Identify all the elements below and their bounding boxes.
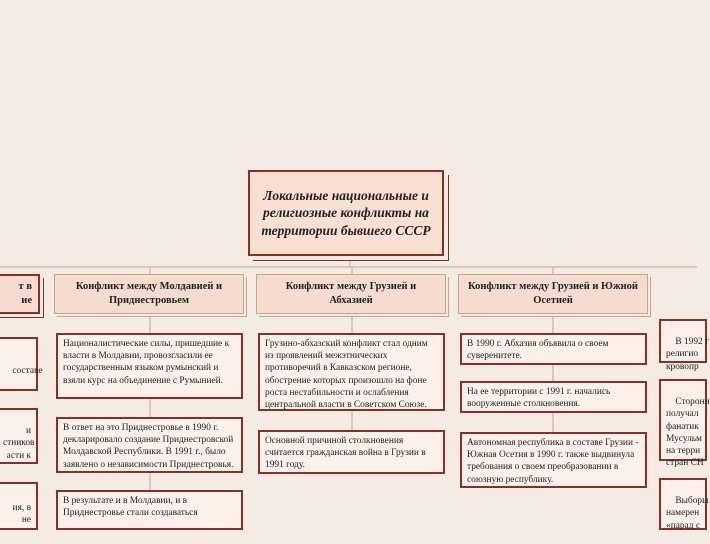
leaf-topic-text: и стников асти к: [3, 426, 35, 461]
leaf-topic[interactable]: [0, 482, 38, 530]
leaf-topic-text: В 1992 г религио кровопр: [666, 337, 709, 372]
branch-topic-label: т в ие: [18, 281, 32, 306]
leaf-topic-text: Автономная республика в составе Грузии - Южная Осетия в 1990 г. также выдвинула требования о своем преобразовании в союзную республику.: [467, 438, 639, 485]
leaf-topic-text: ия, в не: [12, 503, 31, 526]
leaf-topic[interactable]: [460, 381, 647, 413]
leaf-topic-text: Основной причиной столкновения считается гражданская война в Грузии в 1991 году.: [265, 436, 426, 471]
leaf-topic-text: В ответ на это Приднестровье в 1990 г. декларировало создание Приднестровской Молдавской Республики. В 1991 г., было заявлено о независимости Приднестровья.: [63, 423, 234, 470]
branch-topic-label: Конфликт между Грузией и Абхазией: [285, 281, 417, 306]
leaf-topic[interactable]: [0, 408, 38, 464]
leaf-topic[interactable]: [56, 333, 243, 399]
leaf-topic[interactable]: [258, 430, 445, 474]
leaf-topic[interactable]: [56, 417, 243, 473]
leaf-topic[interactable]: [0, 337, 43, 391]
leaf-topic-text: составе: [12, 366, 43, 377]
root-topic[interactable]: [248, 170, 444, 256]
leaf-topic-text: Выборы намерен «парад с: [666, 496, 709, 531]
leaf-topic[interactable]: [659, 319, 709, 372]
branch-topic-south-ossetia[interactable]: [458, 274, 648, 314]
root-topic-label: Локальные национальные и религиозные конфликты на территории бывшего СССР: [261, 187, 431, 238]
branch-topic-partial[interactable]: [0, 274, 40, 314]
leaf-topic-text: В результате и в Молдавии, и в Приднестровье стали создаваться: [63, 496, 198, 519]
branch-topic-abkhazia[interactable]: [256, 274, 446, 314]
leaf-topic-text: Сторони получал фанатик Мусульм на терри стран СН: [666, 397, 710, 469]
leaf-topic[interactable]: [659, 478, 707, 530]
leaf-topic[interactable]: [258, 333, 445, 411]
leaf-topic[interactable]: [659, 379, 710, 469]
branch-topic-label: Конфликт между Молдавией и Приднестровьем: [75, 281, 223, 306]
leaf-topic-text: Националистические силы, пришедшие к власти в Молдавии, провозгласили ее государственным языком румынский и взяли курс на объединение с Румынией.: [63, 339, 230, 386]
branch-topic-label: Конфликт между Грузией и Южной Осетией: [468, 281, 638, 306]
leaf-topic[interactable]: [56, 490, 243, 530]
leaf-topic[interactable]: [460, 432, 647, 488]
branch-topic-moldova[interactable]: [54, 274, 244, 314]
leaf-topic-text: На ее территории с 1991 г. начались вооруженные столкновения.: [467, 387, 611, 410]
leaf-topic-text: Грузино-абхазский конфликт стал одним из проявлений межэтнических противоречий в Кавказском регионе, обострение которых произошло на фоне роста нестабильности и ослабления центральной власти в Советском Союзе.: [265, 339, 428, 411]
leaf-topic[interactable]: [460, 333, 647, 365]
leaf-topic-text: В 1990 г. Абхазия объявила о своем суверенитете.: [467, 339, 609, 362]
